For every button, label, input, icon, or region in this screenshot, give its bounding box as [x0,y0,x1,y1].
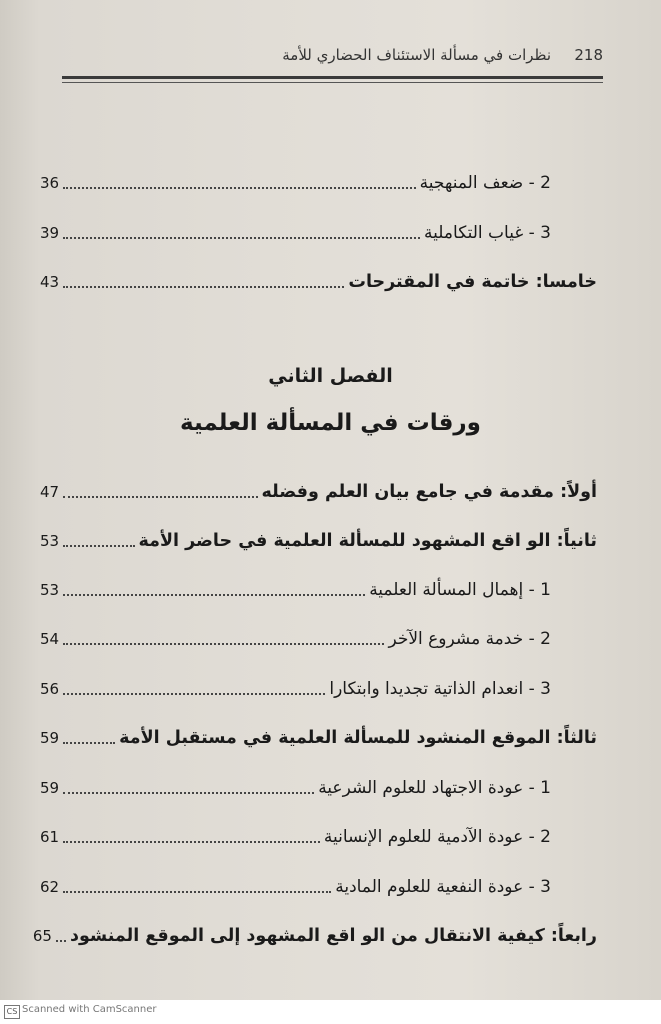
chapter-label: الفصل الثاني [268,365,393,387]
toc-leader-dots [63,286,344,288]
toc-entry-title: 2 - عودة الآدمية للعلوم الإنسانية [323,827,551,847]
chapter-title: ورقات في المسألة العلمية [180,410,481,436]
toc-entry-title: خامسا: خاتمة في المقترحات [348,272,597,292]
toc-leader-dots [63,693,325,695]
header-rule-thick [62,76,603,79]
toc-entry [32,920,597,950]
toc-entry-page: 61 [40,828,60,846]
toc-leader-dots [63,237,420,239]
toc-leader-dots [63,496,257,498]
toc-leader-dots [63,841,320,843]
toc-entry-title: 2 - ضعف المنهجية [419,173,551,193]
toc-entry-page: 39 [40,224,60,242]
toc-entry-title: 1 - إهمال المسألة العلمية [369,580,551,600]
toc-entry [40,673,551,703]
toc-entry [40,772,551,802]
toc-entry-page: 47 [40,483,60,501]
running-header [62,40,603,76]
scanner-watermark-text: Scanned with CamScanner [22,1004,157,1015]
toc-entry [40,476,597,506]
toc-entry [40,821,551,851]
toc-entry-title: 3 - عودة النفعية للعلوم المادية [335,877,551,897]
toc-leader-dots [63,742,115,744]
toc-entry-page: 36 [40,174,60,192]
toc-entry-page: 59 [40,779,60,797]
toc-entry-page: 54 [40,630,60,648]
toc-entry [40,525,597,555]
toc-entry [40,167,551,197]
toc-entry-title: 2 - خدمة مشروع الآخر [388,629,551,649]
toc-entry-title: أولاً: مقدمة في جامع بيان العلم وفضله [261,482,597,502]
toc-entry-title: ثالثاً: الموقع المنشود للمسألة العلمية في مستقبل الأمة [119,728,597,748]
toc-entry-title: 3 - غياب التكاملية [424,223,551,243]
toc-entry [40,574,551,604]
header-rule-thin [62,82,603,83]
toc-entry-page: 53 [40,581,60,599]
toc-entry [40,623,551,653]
toc-entry [40,266,597,296]
toc-entry [40,871,551,901]
toc-leader-dots [63,792,314,794]
toc-entry-page: 62 [40,878,60,896]
toc-entry-page: 56 [40,680,60,698]
toc-leader-dots [63,187,416,189]
toc-entry-title: 3 - انعدام الذاتية تجديدا وابتكارا [329,679,551,699]
toc-leader-dots [63,643,384,645]
toc-leader-dots [63,594,365,596]
toc-entry [40,722,597,752]
toc-entry-title: 1 - عودة الاجتهاد للعلوم الشرعية [318,778,551,798]
toc-entry-page: 53 [40,532,60,550]
scanner-footer [0,1000,661,1024]
toc-leader-dots [63,891,331,893]
toc-entry-page: 59 [40,729,60,747]
running-title: نظرات في مسألة الاستئناف الحضاري للأمة [282,46,551,64]
toc-leader-dots [56,940,66,942]
toc-entry [40,217,551,247]
camscanner-logo-icon: CS [4,1005,20,1019]
toc-entry-page: 43 [40,273,60,291]
toc-entry-page: 65 [32,927,52,945]
page-number: 218 [574,46,603,64]
toc-leader-dots [63,545,134,547]
toc-entry-title: رابعاً: كيفية الانتقال من الو اقع المشهود إلى الموقع المنشود [69,926,597,946]
toc-entry-title: ثانياً: الو اقع المشهود للمسألة العلمية في حاضر الأمة [138,531,597,551]
